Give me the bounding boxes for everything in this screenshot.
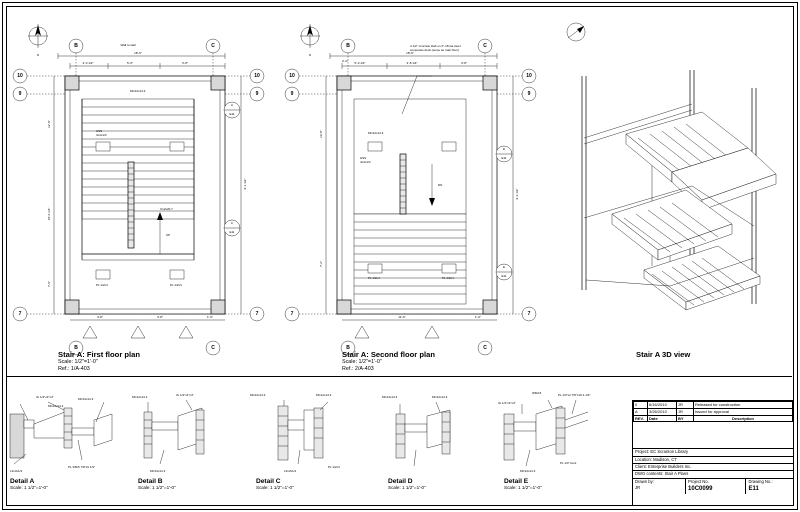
contents-field-row — [633, 471, 793, 478]
drawn-by-label: Drawn by: — [635, 478, 654, 484]
by-col-header: BY — [677, 415, 694, 422]
svg-text:D: D — [502, 147, 506, 151]
svg-text:9: 9 — [18, 91, 22, 97]
contents-label: DWG contents: — [635, 471, 664, 477]
rev-number: A — [634, 408, 648, 415]
second-floor-plan-title: Stair A: Second floor plan — [342, 350, 435, 359]
svg-text:12'-8": 12'-8" — [319, 130, 323, 138]
rev-description: Released for construction — [694, 402, 793, 409]
svg-text:Wall to wall: Wall to wall — [120, 43, 136, 47]
svg-text:MC12x14.3: MC12x14.3 — [48, 404, 64, 408]
svg-text:7: 7 — [18, 311, 22, 317]
drawing-no-value: E11 — [748, 485, 759, 492]
client-value: Enterprise Builders Inc. — [648, 463, 692, 469]
svg-text:MC12x14.3: MC12x14.3 — [130, 89, 146, 93]
footer-row — [633, 479, 793, 494]
project-label: Project: — [635, 449, 650, 455]
svg-text:5'-0 1/4": 5'-0 1/4" — [354, 61, 366, 65]
location-label: Location: — [635, 456, 652, 462]
svg-text:PL 1/4"x2 7/8"x10 4-1/4": PL 1/4"x2 7/8"x10 4-1/4" — [558, 393, 591, 397]
revision-row — [634, 402, 793, 409]
svg-text:C12x20.7: C12x20.7 — [160, 207, 173, 211]
svg-text:11'-6": 11'-6" — [398, 315, 406, 319]
first-floor-plan-scale: Scale: 1/2"=1'-0" — [58, 359, 98, 365]
svg-text:E11: E11 — [501, 156, 507, 160]
second-floor-plan-ref: Ref.: 2/A-403 — [342, 365, 374, 372]
first-floor-plan-title-block — [58, 350, 140, 373]
location-field-row — [633, 457, 793, 464]
svg-text:HSS: HSS — [360, 156, 367, 160]
svg-text:18'-6 1/4": 18'-6 1/4" — [47, 207, 51, 221]
detail-e-scale: Scale: 1 1/2"=1'-0" — [504, 485, 542, 490]
svg-text:4x4x1/4: 4x4x1/4 — [96, 133, 107, 137]
detail-e-drawing — [496, 380, 626, 475]
location-value: Madison, CT — [653, 456, 677, 462]
rev-by: JR — [677, 408, 694, 415]
stamp-area — [633, 422, 793, 449]
detail-a-caption — [10, 478, 48, 490]
svg-text:B: B — [346, 345, 350, 351]
project-no-value: 10C0099 — [688, 485, 713, 492]
client-label: Client: — [635, 463, 647, 469]
svg-text:DN: DN — [438, 183, 443, 187]
detail-d-drawing — [378, 380, 488, 475]
svg-text:MC12x14.3: MC12x14.3 — [150, 469, 166, 473]
svg-text:PL 1/2x4: PL 1/2x4 — [442, 276, 454, 280]
svg-text:12'-8": 12'-8" — [47, 120, 51, 128]
details-divider — [6, 376, 792, 377]
second-floor-plan-scale: Scale: 1/2"=1'-0" — [342, 359, 382, 365]
svg-text:C: C — [211, 43, 215, 49]
svg-text:C: C — [230, 221, 234, 225]
svg-text:C: C — [483, 43, 487, 49]
detail-a-scale: Scale: 1 1/2"=1'-0" — [10, 485, 48, 490]
detail-b-scale: Scale: 1 1/2"=1'-0" — [138, 485, 176, 490]
svg-text:MC12x14.3: MC12x14.3 — [368, 131, 384, 135]
svg-text:W8x15: W8x15 — [532, 391, 542, 395]
svg-text:A: A — [230, 103, 234, 107]
svg-text:1'-0": 1'-0" — [475, 315, 481, 319]
title-block — [632, 400, 794, 506]
svg-text:B: B — [346, 43, 350, 49]
svg-text:MC12x14.3: MC12x14.3 — [382, 395, 398, 399]
contents-value: Stair A Plans — [664, 471, 689, 477]
svg-text:9: 9 — [527, 91, 531, 97]
svg-text:E11: E11 — [501, 274, 507, 278]
svg-text:B: B — [74, 43, 78, 49]
project-field-row — [633, 449, 793, 456]
svg-text:PL 1/4" bent: PL 1/4" bent — [560, 461, 577, 465]
svg-text:5'-0": 5'-0" — [127, 61, 133, 65]
svg-text:3x 1/4"x4"x4": 3x 1/4"x4"x4" — [176, 393, 194, 397]
north-arrow — [28, 24, 48, 57]
svg-text:4'-8": 4'-8" — [157, 315, 163, 319]
svg-text:7: 7 — [527, 311, 531, 317]
detail-d-scale: Scale: 1 1/2"=1'-0" — [388, 485, 426, 490]
svg-text:4 1/2" concrete slab on 2"-18: 4 1/2" concrete slab on 2"-18 Ga steel — [410, 44, 461, 48]
svg-text:4'-8": 4'-8" — [97, 315, 103, 319]
detail-e-title: Detail E — [504, 478, 529, 485]
svg-text:E: E — [502, 265, 506, 269]
north-arrow-3d — [567, 23, 585, 41]
svg-text:HSS: HSS — [96, 129, 103, 133]
svg-text:E11: E11 — [229, 112, 235, 116]
svg-text:7'-2": 7'-2" — [319, 261, 323, 267]
detail-b-drawing — [130, 380, 240, 475]
svg-text:MC12x14.3: MC12x14.3 — [250, 393, 266, 397]
svg-text:3x 1/4"x4"x4": 3x 1/4"x4"x4" — [498, 401, 516, 405]
detail-d-caption — [388, 478, 426, 490]
svg-text:PL 3/8x5 7/8"x9 1/4": PL 3/8x5 7/8"x9 1/4" — [68, 465, 96, 469]
svg-text:4x4x1/4: 4x4x1/4 — [360, 160, 371, 164]
svg-text:MC12x14.3: MC12x14.3 — [432, 395, 448, 399]
svg-text:MC12x14.3: MC12x14.3 — [520, 469, 536, 473]
project-value: EC Scranton Library — [650, 449, 689, 455]
svg-text:7: 7 — [255, 311, 259, 317]
svg-text:4'-0 1/2": 4'-0 1/2" — [82, 61, 94, 65]
svg-text:10: 10 — [17, 73, 23, 79]
second-floor-plan — [282, 14, 547, 364]
detail-d-title: Detail D — [388, 478, 413, 485]
detail-b-caption — [138, 478, 176, 490]
rev-by: JR — [677, 402, 694, 409]
drawn-by-value: JR — [635, 484, 641, 490]
svg-text:N: N — [308, 53, 312, 57]
svg-text:7: 7 — [290, 311, 294, 317]
svg-text:3'-8": 3'-8" — [182, 61, 188, 65]
svg-text:9'-1 1/2": 9'-1 1/2" — [243, 178, 247, 190]
svg-text:MC12x14.3: MC12x14.3 — [132, 395, 148, 399]
svg-text:composite deck (same as main f: composite deck (same as main floor) — [410, 48, 460, 52]
svg-text:10: 10 — [526, 73, 532, 79]
svg-text:PL 1/2x4: PL 1/2x4 — [96, 283, 108, 287]
detail-e-caption — [504, 478, 542, 490]
svg-text:3'-8 1/4": 3'-8 1/4" — [406, 61, 418, 65]
detail-c-caption — [256, 478, 294, 490]
revision-table — [633, 401, 793, 422]
revision-header-row — [634, 415, 793, 422]
stair-3d-view — [552, 18, 790, 353]
svg-text:L3x3x1/4: L3x3x1/4 — [284, 469, 297, 473]
svg-text:10: 10 — [289, 73, 295, 79]
svg-text:L3x3x1/4: L3x3x1/4 — [10, 469, 23, 473]
client-field-row — [633, 464, 793, 471]
svg-text:MC12x14.3: MC12x14.3 — [316, 393, 332, 397]
rev-description: Issued for approval — [694, 408, 793, 415]
svg-text:E11: E11 — [229, 230, 235, 234]
svg-text:18'-6": 18'-6" — [406, 51, 414, 55]
detail-c-drawing — [248, 380, 366, 475]
svg-text:PL 1/2x4: PL 1/2x4 — [368, 276, 380, 280]
rev-col-header: REV. — [634, 415, 648, 422]
svg-text:MC12x14.3: MC12x14.3 — [78, 397, 94, 401]
stair-3d-title-block — [636, 350, 690, 359]
svg-text:C: C — [483, 345, 487, 351]
date-col-header: Date — [648, 415, 677, 422]
project-no-label: Project No. — [688, 478, 709, 484]
svg-text:UP: UP — [166, 233, 171, 237]
svg-text:10: 10 — [254, 73, 260, 79]
detail-c-scale: Scale: 1 1/2"=1'-0" — [256, 485, 294, 490]
svg-text:3x 1/4"x4"x4": 3x 1/4"x4"x4" — [36, 395, 54, 399]
first-floor-plan — [10, 14, 275, 364]
second-floor-plan-title-block — [342, 350, 435, 373]
revision-row — [634, 408, 793, 415]
detail-c-title: Detail C — [256, 478, 281, 485]
first-floor-plan-ref: Ref.: 1/A-403 — [58, 365, 90, 372]
drawing-no-label: Drawing No.: — [748, 478, 773, 484]
svg-text:18'-6": 18'-6" — [134, 51, 142, 55]
svg-text:2'-4": 2'-4" — [342, 59, 348, 63]
svg-text:9'-1 1/2": 9'-1 1/2" — [515, 188, 519, 200]
svg-text:1'-0": 1'-0" — [207, 315, 213, 319]
rev-date: 6/16/2010 — [648, 402, 677, 409]
svg-text:7'-0": 7'-0" — [47, 281, 51, 287]
svg-text:B: B — [74, 345, 78, 351]
detail-b-title: Detail B — [138, 478, 163, 485]
rev-date: 3/26/2010 — [648, 408, 677, 415]
svg-text:9: 9 — [255, 91, 259, 97]
rev-number: 0 — [634, 402, 648, 409]
svg-text:C: C — [211, 345, 215, 351]
north-arrow-2 — [300, 24, 320, 57]
svg-text:N: N — [36, 53, 40, 57]
detail-a-drawing — [8, 380, 126, 475]
svg-text:3'-8": 3'-8" — [461, 61, 467, 65]
svg-text:9: 9 — [290, 91, 294, 97]
svg-text:PL 1/2x4: PL 1/2x4 — [328, 465, 340, 469]
detail-a-title: Detail A — [10, 478, 35, 485]
first-floor-plan-title: Stair A: First floor plan — [58, 350, 140, 359]
svg-text:PL 1/2x4: PL 1/2x4 — [170, 283, 182, 287]
stair-3d-title: Stair A 3D view — [636, 350, 691, 359]
description-col-header: Description — [694, 415, 793, 422]
